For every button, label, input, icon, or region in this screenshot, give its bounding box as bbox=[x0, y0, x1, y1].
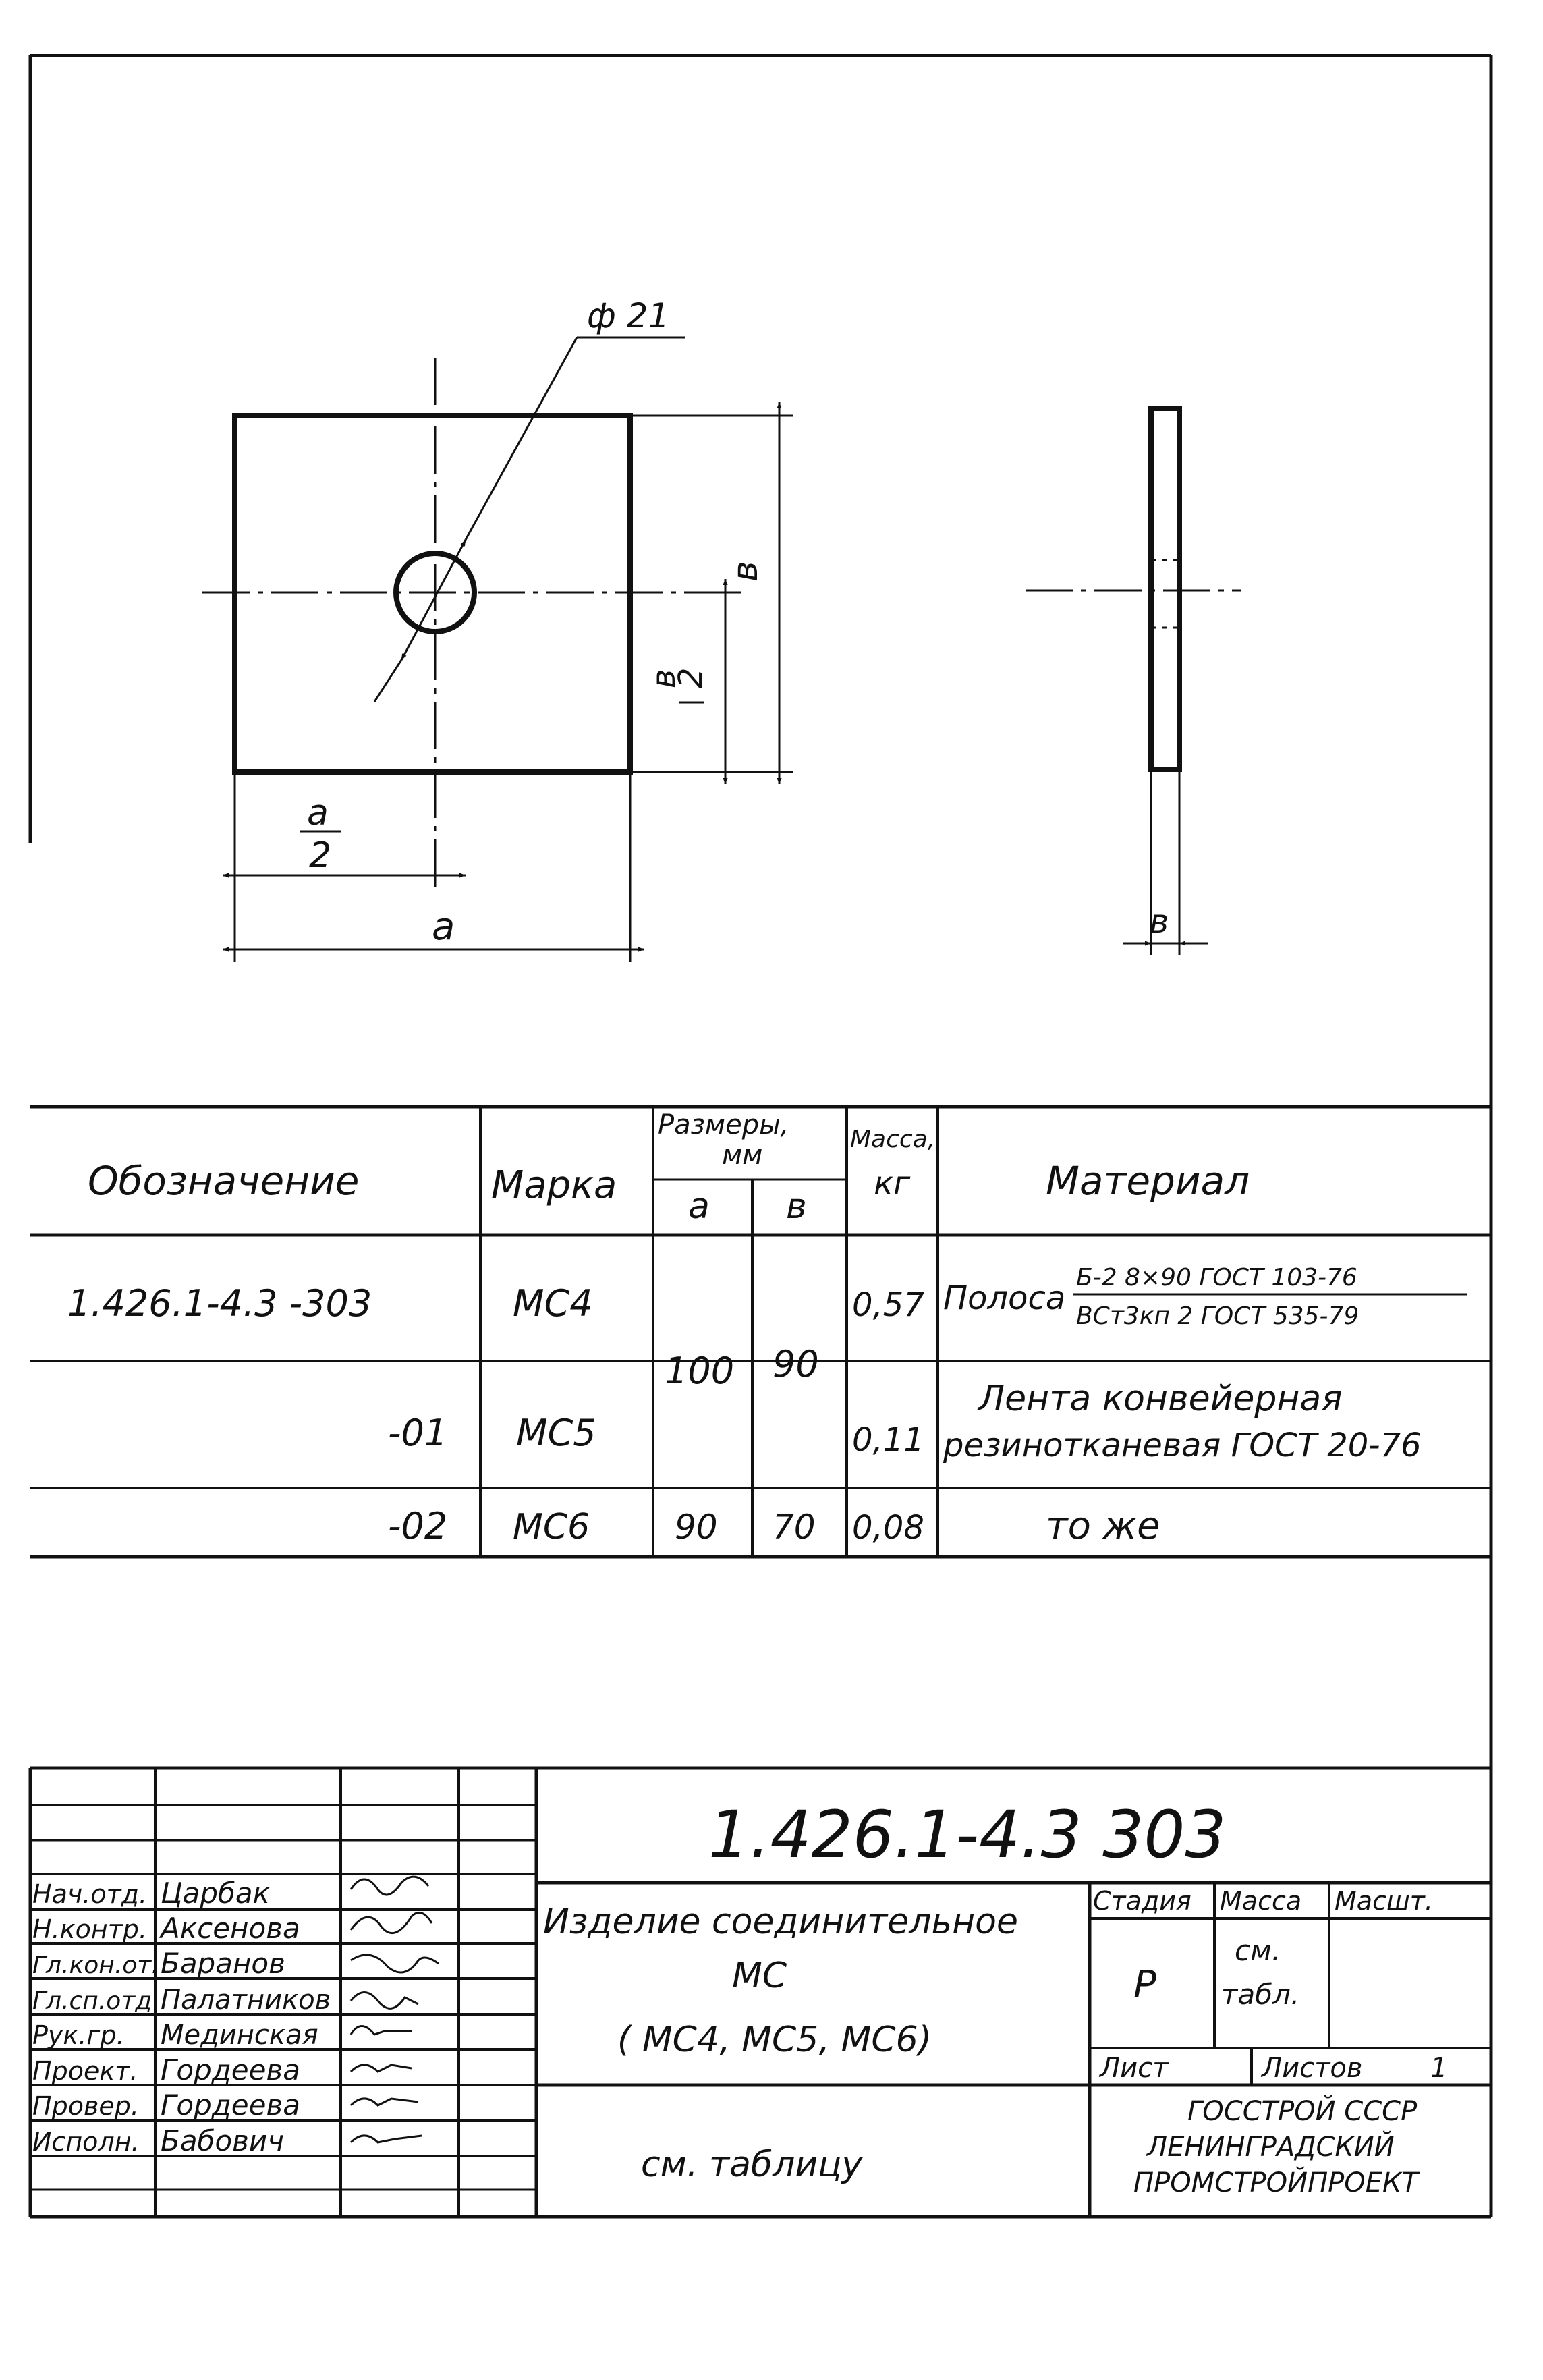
item-title-line2: МС bbox=[732, 1956, 787, 1996]
row1-designation: 1.426.1-4.3 -303 bbox=[67, 1282, 372, 1325]
role-8: Исполн. bbox=[32, 2127, 140, 2157]
plate-side-view bbox=[1026, 408, 1241, 955]
header-size-a: a bbox=[688, 1186, 710, 1227]
header-sizes: Размеры, bbox=[658, 1109, 789, 1140]
org-line2: ЛЕНИНГРАДСКИЙ bbox=[1147, 2132, 1395, 2163]
row3-size-a: 90 bbox=[675, 1507, 718, 1547]
signatures bbox=[351, 1877, 439, 2142]
role-3: Гл.кон.от. bbox=[32, 1952, 159, 1979]
row1-mass: 0,57 bbox=[852, 1286, 924, 1324]
sheets-label: Листов bbox=[1262, 2053, 1363, 2084]
plate-front-view bbox=[202, 296, 793, 962]
doc-number: 1.426.1-4.3 303 bbox=[708, 1797, 1227, 1873]
name-1: Царбак bbox=[161, 1877, 271, 1910]
mass-value-line2: табл. bbox=[1221, 1978, 1300, 2011]
row1-material-top: Б-2 8×90 ГОСТ 103-76 bbox=[1076, 1264, 1357, 1292]
role-7: Провер. bbox=[32, 2091, 139, 2121]
hole-diameter-label: ф 21 bbox=[587, 296, 670, 335]
thickness-label: в bbox=[1150, 903, 1169, 941]
role-4: Гл.сп.отд bbox=[32, 1987, 152, 2015]
row3-mark: МС6 bbox=[513, 1507, 590, 1547]
header-material: Материал bbox=[1046, 1158, 1250, 1204]
plate-outline bbox=[235, 416, 630, 772]
name-6: Гордеева bbox=[161, 2053, 300, 2086]
row3-designation: -02 bbox=[388, 1505, 448, 1547]
material-note: см. таблицу bbox=[641, 2144, 863, 2185]
header-mass-unit: кг bbox=[874, 1165, 911, 1202]
spec-table bbox=[30, 1107, 1491, 1557]
header-designation: Обозначение bbox=[88, 1158, 360, 1204]
header-mark: Марка bbox=[491, 1163, 617, 1207]
diameter-line bbox=[401, 540, 466, 660]
header-mass: Масса, bbox=[850, 1126, 936, 1153]
name-5: Мединская bbox=[161, 2020, 318, 2051]
row3-material: то же bbox=[1046, 1504, 1160, 1548]
role-6: Проект. bbox=[32, 2056, 138, 2086]
org-line1: ГОССТРОЙ СССР bbox=[1187, 2096, 1418, 2127]
dimension-b-label: в bbox=[725, 561, 766, 582]
hole-leader bbox=[466, 337, 577, 540]
item-title-line3: ( МС4, МС5, МС6) bbox=[617, 2020, 932, 2060]
title-block bbox=[30, 1768, 1491, 2217]
row1-material-bottom: ВСт3кп 2 ГОСТ 535-79 bbox=[1076, 1302, 1359, 1330]
dimension-a-label: a bbox=[432, 905, 455, 949]
dimension-b-half-den: 2 bbox=[672, 667, 710, 688]
row2-material-line1: Лента конвейерная bbox=[978, 1379, 1343, 1419]
name-4: Палатников bbox=[161, 1985, 331, 2016]
role-5: Рук.гр. bbox=[32, 2020, 125, 2050]
name-3: Баранов bbox=[161, 1947, 285, 1980]
role-2: Н.контр. bbox=[32, 1914, 148, 1944]
mass-label: Масса bbox=[1220, 1886, 1302, 1916]
row3-size-b: 70 bbox=[773, 1507, 816, 1547]
side-outline bbox=[1151, 408, 1179, 769]
name-2: Аксенова bbox=[161, 1912, 300, 1945]
sheet-label: Лист bbox=[1100, 2053, 1169, 2084]
role-1: Нач.отд. bbox=[32, 1879, 148, 1909]
scale-label: Масшт. bbox=[1335, 1886, 1433, 1916]
row2-material-line2: резинотканевая ГОСТ 20-76 bbox=[943, 1427, 1422, 1464]
name-7: Гордеева bbox=[161, 2088, 300, 2122]
item-title-line1: Изделие соединительное bbox=[543, 1902, 1018, 1942]
stage-value: Р bbox=[1133, 1963, 1156, 2007]
stage-label: Стадия bbox=[1093, 1886, 1191, 1916]
row2-mass: 0,11 bbox=[852, 1421, 924, 1459]
dimension-a-half-den: 2 bbox=[309, 835, 332, 876]
name-8: Бабович bbox=[161, 2124, 285, 2157]
row3-mass: 0,08 bbox=[852, 1509, 924, 1547]
row1-mark: МС4 bbox=[513, 1282, 593, 1325]
row2-mark: МС5 bbox=[516, 1412, 596, 1454]
row1-size-a: 100 bbox=[665, 1350, 735, 1392]
org-line3: ПРОМСТРОЙПРОЕКТ bbox=[1133, 2167, 1418, 2198]
sheets-value: 1 bbox=[1430, 2053, 1448, 2084]
row1-size-b: 90 bbox=[773, 1343, 819, 1385]
header-size-b: в bbox=[786, 1186, 807, 1227]
row1-material-prefix: Полоса bbox=[943, 1279, 1066, 1317]
dimension-b-half-num: в bbox=[645, 669, 683, 688]
mass-value-line1: см. bbox=[1235, 1934, 1281, 1967]
row2-designation: -01 bbox=[388, 1412, 448, 1454]
header-sizes-unit: мм bbox=[722, 1140, 763, 1171]
dimension-a-half-num: a bbox=[307, 793, 329, 833]
